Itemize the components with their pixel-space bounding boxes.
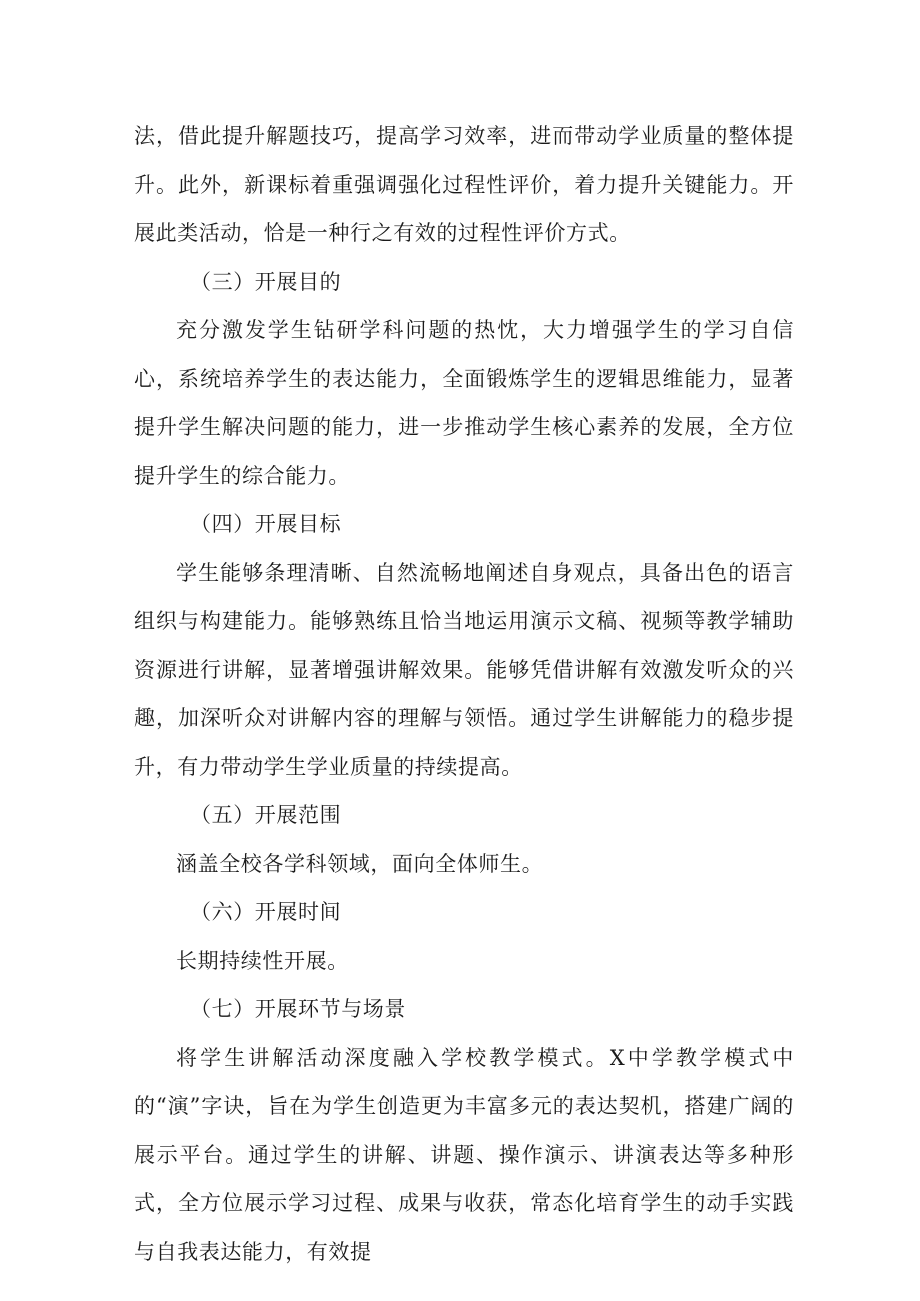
paragraph-scenes: 将学生讲解活动深度融入学校教学模式。X中学教学模式中的“演”字诀，旨在为学生创造更为丰富多元的表达契机，搭建广阔的展示平台。通过学生的讲解、讲题、操作演示、讲演表达等多种形式，全方位展示学习过程、成果与收获，常态化培育学生的动手实践与自我表达能力，有效提: [134, 1045, 794, 1264]
paragraph-goals: 学生能够条理清晰、自然流畅地阐述自身观点，具备出色的语言组织与构建能力。能够熟练且恰当地运用演示文稿、视频等教学辅助资源进行讲解，显著增强讲解效果。能够凭借讲解有效激发听众的兴趣，加深听众对讲解内容的理解与领悟。通过学生讲解能力的稳步提升，有力带动学生学业质量的持续提高。: [134, 560, 794, 779]
paragraph-time: 长期持续性开展。: [176, 948, 349, 973]
section-heading-scope: （五）开展范围: [190, 803, 342, 827]
document-body: [134, 112, 794, 1276]
section-heading-scenes: （七）开展环节与场景: [190, 997, 406, 1021]
paragraph-scope: 涵盖全校各学科领域，面向全体师生。: [176, 851, 544, 876]
section-heading-time: （六）开展时间: [190, 900, 342, 924]
section-heading-goals: （四）开展目标: [190, 512, 342, 536]
section-heading-purpose: （三）开展目的: [190, 269, 342, 294]
paragraph-purpose: 充分激发学生钻研学科问题的热忱，大力增强学生的学习自信心，系统培养学生的表达能力，全面锻炼学生的逻辑思维能力，显著提升学生解决问题的能力，进一步推动学生核心素养的发展，全方位提升学生的综合能力。: [134, 318, 794, 488]
paragraph-continuation: 法，借此提升解题技巧，提高学习效率，进而带动学业质量的整体提升。此外，新课标着重强调强化过程性评价，着力提升关键能力。开展此类活动，恰是一种行之有效的过程性评价方式。: [134, 124, 794, 245]
